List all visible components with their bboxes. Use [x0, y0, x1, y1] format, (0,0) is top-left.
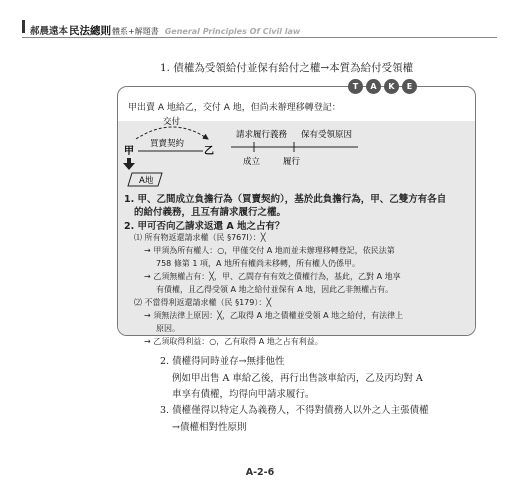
take-line-6: 758 條第 1 項，A 地所有權尚未移轉，所有權人仍係甲。 [156, 259, 361, 268]
take-badge-t: T [348, 79, 363, 94]
running-header [22, 16, 497, 40]
header-rule [22, 37, 497, 38]
take-box [117, 82, 476, 346]
take-line-9: ⑵ 不當得利返還請求權（民 §179）：╳ [134, 298, 272, 307]
take-line-4: ⑴ 所有物返還請求權（民 §767Ⅰ）：╳ [134, 233, 266, 242]
land-label: A地 [139, 176, 154, 186]
item-1-text: 1. 債權為受領給付並保有給付之權→本質為給付受領權 [160, 62, 414, 74]
claim-label: 請求履行義務 [236, 130, 288, 140]
take-badge-k: K [384, 79, 399, 94]
take-line-11: 原因。 [156, 324, 180, 333]
item-2-example-line-2: 車享有債權，均得向甲請求履行。 [172, 389, 315, 400]
down-arrow-icon [123, 158, 135, 170]
take-line-1: 1. 甲、乙間成立負擔行為（買賣契約），基於此負擔行為，甲、乙雙方有各自 [124, 194, 447, 205]
header-author: 郝晨遠本 [30, 26, 69, 37]
take-line-8: 有債權，且乙得受領 A 地之給付並保有 A 地，因此乙非無權占有。 [156, 285, 394, 294]
establish-label: 成立 [243, 157, 261, 167]
item-3-principle: →債權相對性原則 [172, 422, 247, 433]
take-line-2: 的給付義務，且互有請求履行之權。 [134, 207, 287, 218]
item-2-example-line-1: 例如甲出售 A 車給乙後，再行出售該車給丙，乙及丙均對 A [172, 373, 423, 384]
party-a-label: 甲 [124, 146, 134, 157]
take-badge-a: A [366, 79, 381, 94]
take-line-7: → 乙須無權占有：╳，甲、乙間存有有效之債權行為，基此，乙對 A 地享 [144, 272, 401, 281]
take-line-12: → 乙須取得利益：○，乙有取得 A 地之占有利益。 [144, 337, 323, 346]
header-title [30, 19, 300, 38]
perform-label: 履行 [283, 157, 301, 167]
take-question: 甲出賣 A 地給乙，交付 A 地，但尚未辦理移轉登記： [128, 103, 341, 113]
header-subtitle: 體系+解題書 [112, 27, 159, 36]
party-b-label: 乙 [204, 146, 214, 157]
deliver-label: 交付 [163, 117, 181, 127]
deliver-arrow [136, 127, 208, 139]
contract-label: 買賣契約 [150, 139, 185, 149]
header-mark [22, 20, 25, 33]
relationship-diagram [118, 87, 475, 197]
header-english-title: General Principles Of Civil law [164, 27, 301, 36]
take-line-10: → 須無法律上原因：╳，乙取得 A 地之債權並受領 A 地之給付，有法律上 [144, 311, 404, 320]
take-line-3: 2. 甲可否向乙請求返還 A 地之占有？ [124, 221, 285, 232]
item-2-text: 2. 債權得同時並存→無排他性 [160, 356, 285, 367]
item-3-text: 3. 債權僅得以特定人為義務人，不得對債務人以外之人主張債權 [160, 405, 429, 416]
take-line-5: → 甲須為所有權人：○，甲僅交付 A 地而並未辦理移轉登記，依民法第 [144, 246, 395, 255]
page-number: A-2-6 [245, 467, 275, 478]
header-book-title: 民法總則 [69, 25, 112, 37]
take-badge-e: E [402, 79, 417, 94]
retain-label: 保有受領原因 [301, 130, 353, 140]
